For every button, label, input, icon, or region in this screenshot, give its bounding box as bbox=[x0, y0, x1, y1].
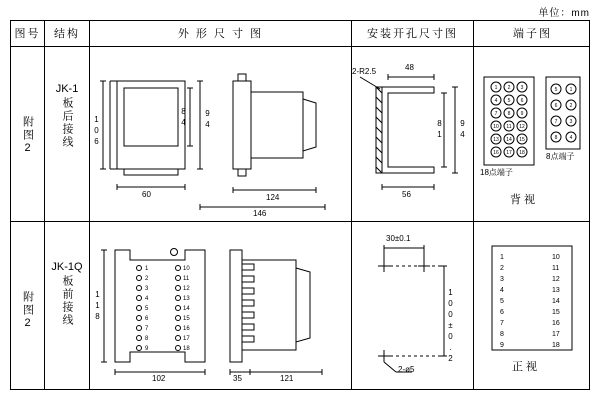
svg-text:4: 4 bbox=[145, 296, 149, 302]
svg-text:3: 3 bbox=[145, 286, 149, 292]
row1-drawing-no: 附图2 bbox=[21, 116, 34, 156]
svg-text:8: 8 bbox=[145, 336, 149, 342]
svg-text:17: 17 bbox=[552, 331, 560, 338]
svg-text:2: 2 bbox=[507, 85, 511, 91]
row2-dim-hole: 2-ø5 bbox=[398, 365, 415, 374]
row1-terminal-view: 背 视 bbox=[510, 194, 536, 206]
row1-terminal-drawing bbox=[474, 47, 591, 221]
svg-text:10: 10 bbox=[493, 124, 499, 130]
svg-text:11: 11 bbox=[552, 265, 560, 272]
row1-dim-48: 48 bbox=[405, 63, 414, 72]
row1-dim-81: 81 bbox=[435, 119, 444, 141]
row2-dim-121: 121 bbox=[280, 374, 294, 383]
svg-text:13: 13 bbox=[552, 287, 560, 294]
svg-text:3: 3 bbox=[500, 276, 504, 283]
row2-terminal-view: 正 视 bbox=[512, 361, 538, 373]
svg-text:5: 5 bbox=[145, 306, 149, 312]
svg-text:15: 15 bbox=[519, 137, 525, 143]
svg-text:14: 14 bbox=[183, 306, 190, 312]
row2-dim-118: 118 bbox=[93, 290, 102, 323]
row2-mounting-drawing bbox=[352, 222, 473, 390]
row1-dim-56: 56 bbox=[402, 190, 411, 199]
row2-dim-102: 102 bbox=[152, 374, 166, 383]
row1-terminal-right-caption: 8点端子 bbox=[546, 152, 575, 161]
row2-structure bbox=[45, 261, 89, 330]
svg-text:4: 4 bbox=[494, 98, 498, 104]
svg-text:1: 1 bbox=[500, 254, 504, 261]
row1-dim-84: 84 bbox=[179, 107, 188, 129]
row1-dim-94: 94 bbox=[458, 119, 467, 141]
row2-drawing-no: 附图2 bbox=[21, 291, 34, 331]
svg-text:9: 9 bbox=[520, 111, 524, 117]
header-mounting: 安装开孔尺寸图 bbox=[367, 28, 458, 40]
row2-terminal-drawing bbox=[474, 222, 591, 390]
row1-structure-model: JK-1 bbox=[55, 83, 79, 95]
header-terminal: 端子图 bbox=[513, 28, 552, 40]
svg-text:5: 5 bbox=[554, 87, 558, 93]
unit-note: 单位：mm bbox=[538, 8, 590, 19]
col-divider-1 bbox=[44, 21, 45, 389]
svg-text:13: 13 bbox=[183, 296, 190, 302]
svg-text:17: 17 bbox=[506, 150, 512, 156]
row1-mounting-drawing bbox=[352, 47, 473, 221]
svg-text:7: 7 bbox=[500, 320, 504, 327]
row2-structure-model: JK-1Q bbox=[51, 261, 83, 273]
svg-text:16: 16 bbox=[552, 320, 560, 327]
svg-text:11: 11 bbox=[506, 124, 512, 130]
svg-text:6: 6 bbox=[554, 103, 558, 109]
svg-text:2: 2 bbox=[500, 265, 504, 272]
row1-dim-146: 146 bbox=[253, 209, 267, 218]
row2-dim-100: 100±0.2 bbox=[446, 288, 455, 365]
svg-text:16: 16 bbox=[493, 150, 499, 156]
row1-dim-106: 106 bbox=[92, 115, 101, 148]
svg-text:12: 12 bbox=[552, 276, 560, 283]
row1-structure bbox=[45, 83, 89, 152]
svg-text:18: 18 bbox=[183, 346, 190, 352]
svg-text:10: 10 bbox=[552, 254, 560, 261]
row1-dim-94: 94 bbox=[203, 109, 212, 131]
header-outline: 外 形 尺 寸 图 bbox=[177, 28, 264, 40]
svg-text:15: 15 bbox=[183, 316, 190, 322]
svg-text:11: 11 bbox=[183, 276, 190, 282]
svg-text:7: 7 bbox=[494, 111, 498, 117]
dimension-table bbox=[10, 20, 590, 390]
row2-outline-drawing bbox=[90, 222, 351, 390]
svg-text:8: 8 bbox=[507, 111, 511, 117]
svg-text:9: 9 bbox=[145, 346, 149, 352]
svg-text:6: 6 bbox=[520, 98, 524, 104]
row2-structure-text: 板前接线 bbox=[61, 275, 73, 327]
svg-text:6: 6 bbox=[500, 309, 504, 316]
row1-dim-60: 60 bbox=[142, 190, 151, 199]
svg-text:8: 8 bbox=[554, 135, 558, 141]
svg-text:18: 18 bbox=[519, 150, 525, 156]
svg-text:14: 14 bbox=[506, 137, 512, 143]
header-drawing-no: 图号 bbox=[14, 28, 41, 40]
svg-text:12: 12 bbox=[519, 124, 525, 130]
svg-text:2: 2 bbox=[569, 103, 573, 109]
svg-text:3: 3 bbox=[569, 119, 573, 125]
svg-text:1: 1 bbox=[569, 87, 573, 93]
row2-dim-35: 35 bbox=[233, 374, 242, 383]
svg-text:5: 5 bbox=[507, 98, 511, 104]
row2-dim-30: 30±0.1 bbox=[386, 234, 411, 243]
svg-text:16: 16 bbox=[183, 326, 190, 332]
svg-text:12: 12 bbox=[183, 286, 190, 292]
svg-text:7: 7 bbox=[145, 326, 149, 332]
svg-text:18: 18 bbox=[552, 342, 560, 349]
svg-text:4: 4 bbox=[569, 135, 573, 141]
svg-text:14: 14 bbox=[552, 298, 560, 305]
svg-text:10: 10 bbox=[183, 266, 190, 272]
svg-text:9: 9 bbox=[500, 342, 504, 349]
svg-text:1: 1 bbox=[145, 266, 149, 272]
svg-text:3: 3 bbox=[520, 85, 524, 91]
svg-text:7: 7 bbox=[554, 119, 558, 125]
svg-text:17: 17 bbox=[183, 336, 190, 342]
row1-structure-text: 板后接线 bbox=[61, 97, 73, 149]
svg-text:5: 5 bbox=[500, 298, 504, 305]
svg-text:2: 2 bbox=[145, 276, 149, 282]
svg-text:13: 13 bbox=[493, 137, 499, 143]
svg-text:4: 4 bbox=[500, 287, 504, 294]
row1-terminal-left-caption: 18点端子 bbox=[480, 168, 513, 177]
svg-text:8: 8 bbox=[500, 331, 504, 338]
svg-text:15: 15 bbox=[552, 309, 560, 316]
row1-outline-drawing bbox=[90, 47, 351, 221]
svg-text:6: 6 bbox=[145, 316, 149, 322]
svg-text:1: 1 bbox=[494, 85, 498, 91]
row1-dim-r25: 2-R2.5 bbox=[352, 67, 377, 76]
row1-dim-124: 124 bbox=[266, 193, 280, 202]
header-structure: 结构 bbox=[54, 28, 80, 40]
